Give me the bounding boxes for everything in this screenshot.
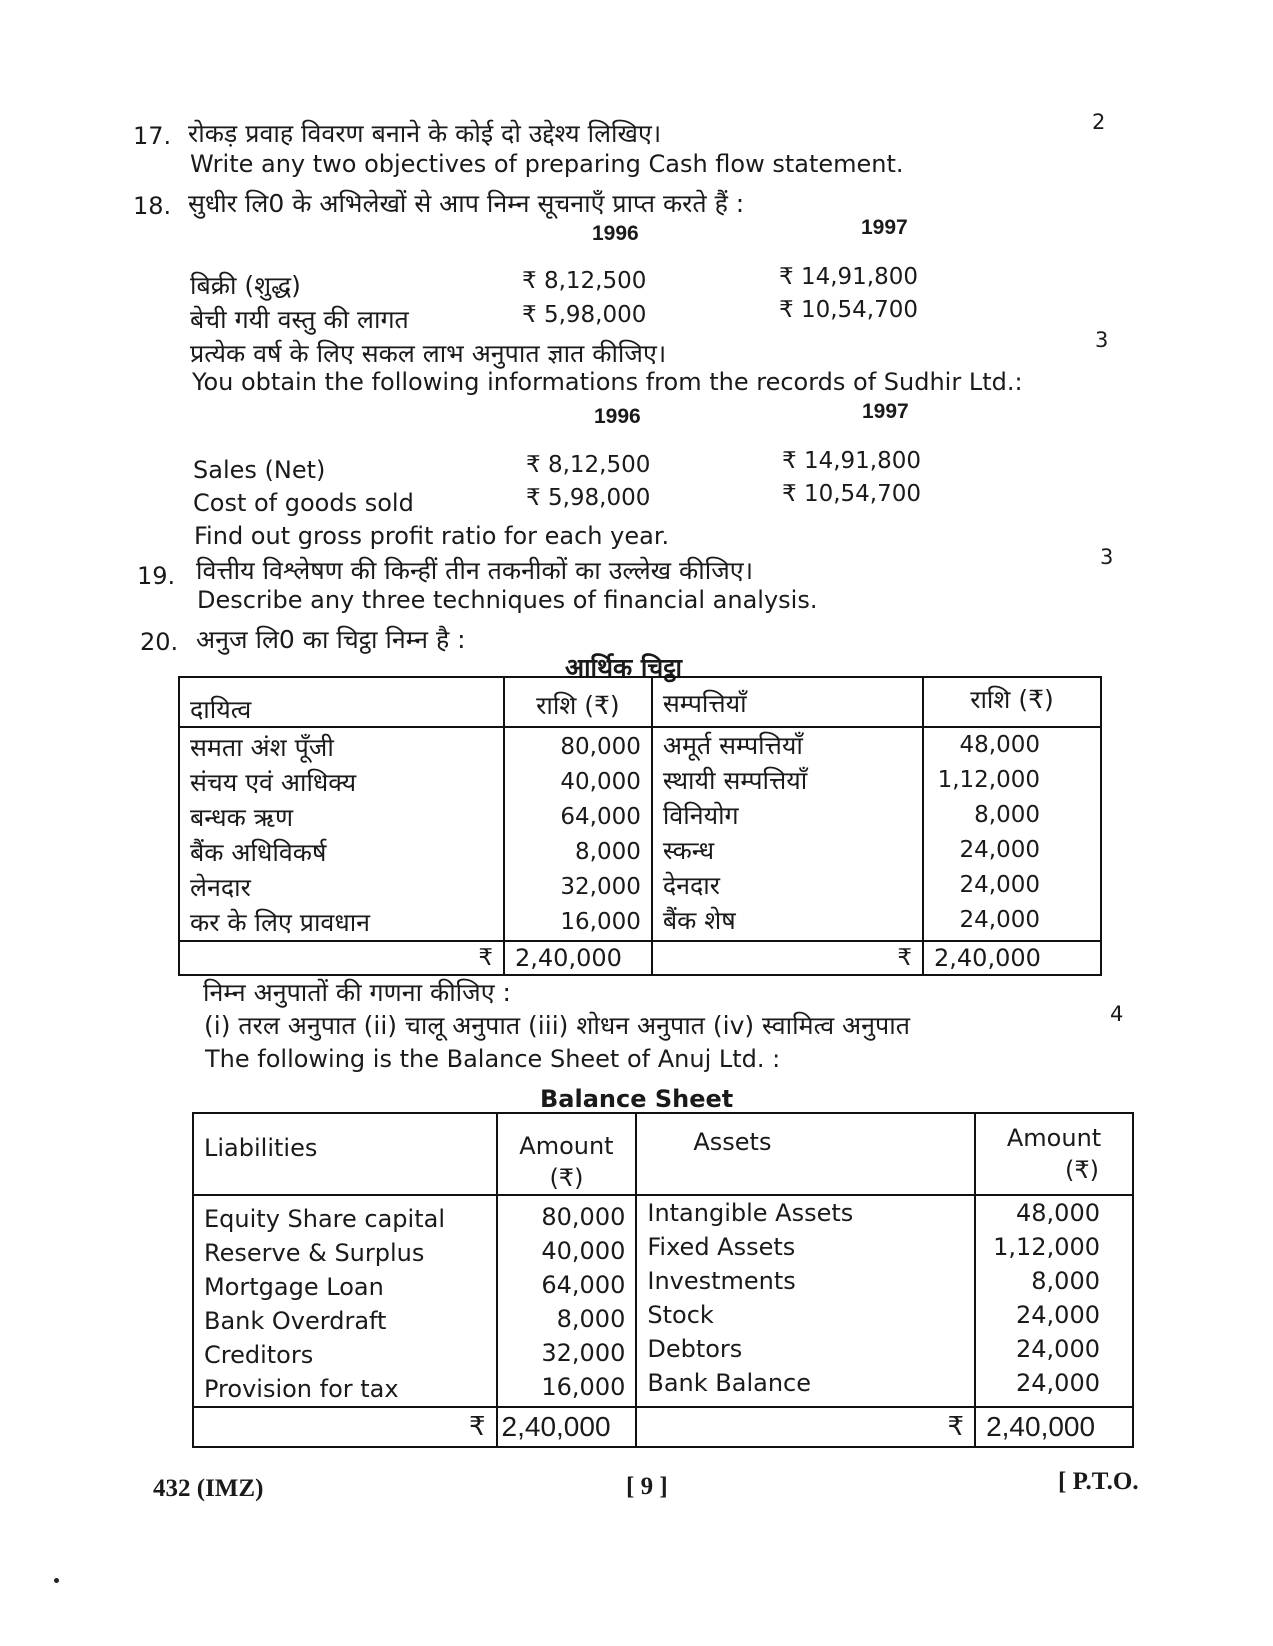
- hindi-liability-amount: 80,000: [560, 734, 641, 760]
- hindi-header-amount: राशि (₹): [504, 677, 652, 727]
- english-liability-item: Equity Share capital: [204, 1205, 445, 1233]
- english-asset-amounts-column: [975, 1195, 1133, 1407]
- english-liability-item: Provision for tax: [204, 1375, 399, 1403]
- hindi-asset-amount: 24,000: [959, 907, 1040, 933]
- q18-hindi-year2: 1997: [861, 216, 908, 239]
- english-asset-item: Stock: [647, 1301, 714, 1329]
- hindi-asset-amount: 24,000: [959, 837, 1040, 863]
- hindi-asset-amount: 8,000: [974, 802, 1040, 828]
- hindi-liability-item: कर के लिए प्रावधान: [190, 908, 371, 937]
- english-liability-amount: 64,000: [541, 1271, 626, 1299]
- q19-hindi-text: वित्तीय विश्लेषण की किन्हीं तीन तकनीकों का उल्लेख कीजिए।: [196, 556, 754, 585]
- english-asset-item: Fixed Assets: [647, 1233, 796, 1261]
- q20-hindi-instruction: निम्न अनुपातों की गणना कीजिए :: [203, 978, 511, 1007]
- english-asset-item: Debtors: [647, 1335, 743, 1363]
- q18-hindi-question: प्रत्येक वर्ष के लिए सकल लाभ अनुपात ज्ञात कीजिए।: [190, 339, 667, 368]
- footer-pto: [ P.T.O.: [1058, 1468, 1139, 1495]
- hindi-balance-sheet-table: [178, 676, 1102, 976]
- english-asset-item: Bank Balance: [647, 1369, 811, 1397]
- q18-english-year1: 1996: [594, 405, 641, 428]
- hindi-asset-item: विनियोग: [662, 801, 739, 830]
- q17-marks: 2: [1092, 110, 1106, 134]
- q19-number: 19.: [137, 562, 176, 590]
- hindi-total-currency-right: ₹: [652, 941, 923, 975]
- english-header-amount: [497, 1113, 637, 1195]
- hindi-total-liabilities: 2,40,000: [504, 941, 652, 975]
- q18-english-row-label: Cost of goods sold: [193, 489, 414, 517]
- english-liability-amounts-column: [497, 1195, 637, 1407]
- english-liabilities-column: [193, 1195, 497, 1407]
- hindi-header-amount: राशि (₹): [923, 677, 1101, 727]
- english-header-assets: Assets: [636, 1113, 975, 1195]
- hindi-liabilities-column: [179, 727, 504, 941]
- q18-hindi-row-value-1996: ₹ 8,12,500: [522, 268, 647, 294]
- q20-hindi-intro: अनुज लि0 का चिट्ठा निम्न है :: [196, 625, 466, 654]
- hindi-liability-item: संचय एवं आधिक्य: [190, 768, 357, 797]
- hindi-liability-amount: 8,000: [575, 839, 641, 865]
- english-total-currency-right: ₹: [636, 1407, 975, 1447]
- q18-hindi-row-value-1997: ₹ 10,54,700: [779, 297, 918, 323]
- english-balance-sheet-title: Balance Sheet: [540, 1085, 734, 1113]
- q19-english-text: Describe any three techniques of financial analysis.: [197, 586, 818, 614]
- hindi-asset-amounts-column: [923, 727, 1101, 941]
- q18-english-row-value-1997: ₹ 14,91,800: [782, 448, 921, 474]
- hindi-liability-item: समता अंश पूँजी: [190, 733, 334, 762]
- q18-english-row-label: Sales (Net): [193, 456, 326, 484]
- english-liability-amount: 16,000: [541, 1373, 626, 1401]
- english-header-amount-unit: (₹): [549, 1164, 584, 1192]
- hindi-liability-item: बैंक अधिविकर्ष: [190, 838, 327, 867]
- q18-hindi-year1: 1996: [592, 222, 639, 245]
- q17-number: 17.: [133, 122, 172, 150]
- english-liability-item: Bank Overdraft: [204, 1307, 387, 1335]
- q20-english-intro: The following is the Balance Sheet of Anuj Ltd. :: [205, 1045, 781, 1073]
- english-total-liabilities: 2,40,000: [497, 1407, 637, 1447]
- english-asset-item: Intangible Assets: [647, 1199, 854, 1227]
- q17-english-text: Write any two objectives of preparing Cash flow statement.: [190, 150, 904, 178]
- hindi-asset-item: अमूर्त सम्पत्तियाँ: [662, 731, 803, 760]
- english-asset-amount: 24,000: [1016, 1369, 1100, 1397]
- q20-number: 20.: [140, 628, 179, 656]
- english-header-amount-label: Amount: [1006, 1124, 1102, 1152]
- english-liability-amount: 32,000: [541, 1339, 626, 1367]
- english-liability-amount: 80,000: [541, 1203, 626, 1231]
- english-assets-column: [636, 1195, 975, 1407]
- footer-paper-code: 432 (IMZ): [153, 1475, 264, 1502]
- hindi-liability-item: लेनदार: [190, 873, 251, 902]
- english-liability-item: Creditors: [204, 1341, 314, 1369]
- english-asset-amount: 1,12,000: [993, 1233, 1100, 1261]
- footer-page-number: [ 9 ]: [626, 1473, 668, 1500]
- q18-english-year2: 1997: [862, 400, 909, 423]
- q18-hindi-row-label: बिक्री (शुद्ध): [190, 271, 301, 300]
- q18-english-intro: You obtain the following informations from the records of Sudhir Ltd.:: [192, 368, 1023, 396]
- hindi-liability-amounts-column: [504, 727, 652, 941]
- english-asset-amount: 48,000: [1016, 1199, 1100, 1227]
- english-asset-amount: 24,000: [1016, 1335, 1100, 1363]
- hindi-total-currency-left: ₹: [179, 941, 504, 975]
- q20-marks: 4: [1110, 1002, 1124, 1026]
- scan-speck: [54, 1578, 59, 1583]
- q18-hindi-row-value-1997: ₹ 14,91,800: [779, 264, 918, 290]
- hindi-balance-sheet-title: आर्थिक चिट्ठा: [565, 653, 682, 682]
- q18-hindi-row-value-1996: ₹ 5,98,000: [522, 302, 647, 328]
- q19-marks: 3: [1100, 545, 1114, 569]
- english-header-amount-unit: (₹): [1065, 1156, 1100, 1184]
- hindi-liability-amount: 16,000: [560, 909, 641, 935]
- english-asset-item: Investments: [647, 1267, 796, 1295]
- q18-hindi-row-label: बेची गयी वस्तु की लागत: [190, 305, 409, 334]
- hindi-asset-amount: 24,000: [959, 872, 1040, 898]
- hindi-asset-item: स्थायी सम्पत्तियाँ: [662, 766, 808, 795]
- hindi-header-assets: सम्पत्तियाँ: [652, 677, 923, 727]
- english-balance-sheet-table: [192, 1112, 1134, 1448]
- hindi-liability-amount: 32,000: [560, 874, 641, 900]
- english-asset-amount: 24,000: [1016, 1301, 1100, 1329]
- hindi-liability-item: बन्धक ऋण: [190, 803, 294, 832]
- hindi-assets-column: [652, 727, 923, 941]
- english-liability-amount: 8,000: [556, 1305, 626, 1333]
- hindi-liability-amount: 64,000: [560, 804, 641, 830]
- hindi-header-liabilities: दायित्व: [179, 677, 504, 727]
- hindi-asset-item: देनदार: [662, 871, 720, 900]
- english-total-assets: 2,40,000: [975, 1407, 1133, 1447]
- q18-english-question: Find out gross profit ratio for each year.: [194, 522, 670, 550]
- hindi-asset-amount: 48,000: [959, 732, 1040, 758]
- english-header-liabilities: Liabilities: [193, 1113, 497, 1195]
- english-header-amount: [975, 1113, 1133, 1195]
- english-liability-item: Mortgage Loan: [204, 1273, 384, 1301]
- hindi-asset-item: बैंक शेष: [662, 906, 736, 935]
- english-liability-amount: 40,000: [541, 1237, 626, 1265]
- q18-hindi-intro: सुधीर लि0 के अभिलेखों से आप निम्न सूचनाएँ प्राप्त करते हैं :: [188, 189, 745, 218]
- hindi-liability-amount: 40,000: [560, 769, 641, 795]
- english-liability-item: Reserve & Surplus: [204, 1239, 425, 1267]
- english-total-currency-left: ₹: [193, 1407, 497, 1447]
- q18-marks: 3: [1095, 328, 1109, 352]
- english-asset-amount: 8,000: [1031, 1267, 1100, 1295]
- q18-number: 18.: [133, 192, 172, 220]
- q20-hindi-ratios: (i) तरल अनुपात (ii) चालू अनुपात (iii) शोधन अनुपात (iv) स्वामित्व अनुपात: [204, 1011, 910, 1040]
- english-header-amount-label: Amount: [519, 1132, 614, 1160]
- q18-english-row-value-1997: ₹ 10,54,700: [782, 481, 921, 507]
- hindi-asset-amount: 1,12,000: [937, 767, 1040, 793]
- q17-hindi-text: रोकड़ प्रवाह विवरण बनाने के कोई दो उद्देश्य लिखिए।: [188, 119, 662, 148]
- hindi-asset-item: स्कन्ध: [662, 836, 715, 865]
- hindi-total-assets: 2,40,000: [923, 941, 1101, 975]
- q18-english-row-value-1996: ₹ 5,98,000: [526, 485, 651, 511]
- q18-english-row-value-1996: ₹ 8,12,500: [526, 452, 651, 478]
